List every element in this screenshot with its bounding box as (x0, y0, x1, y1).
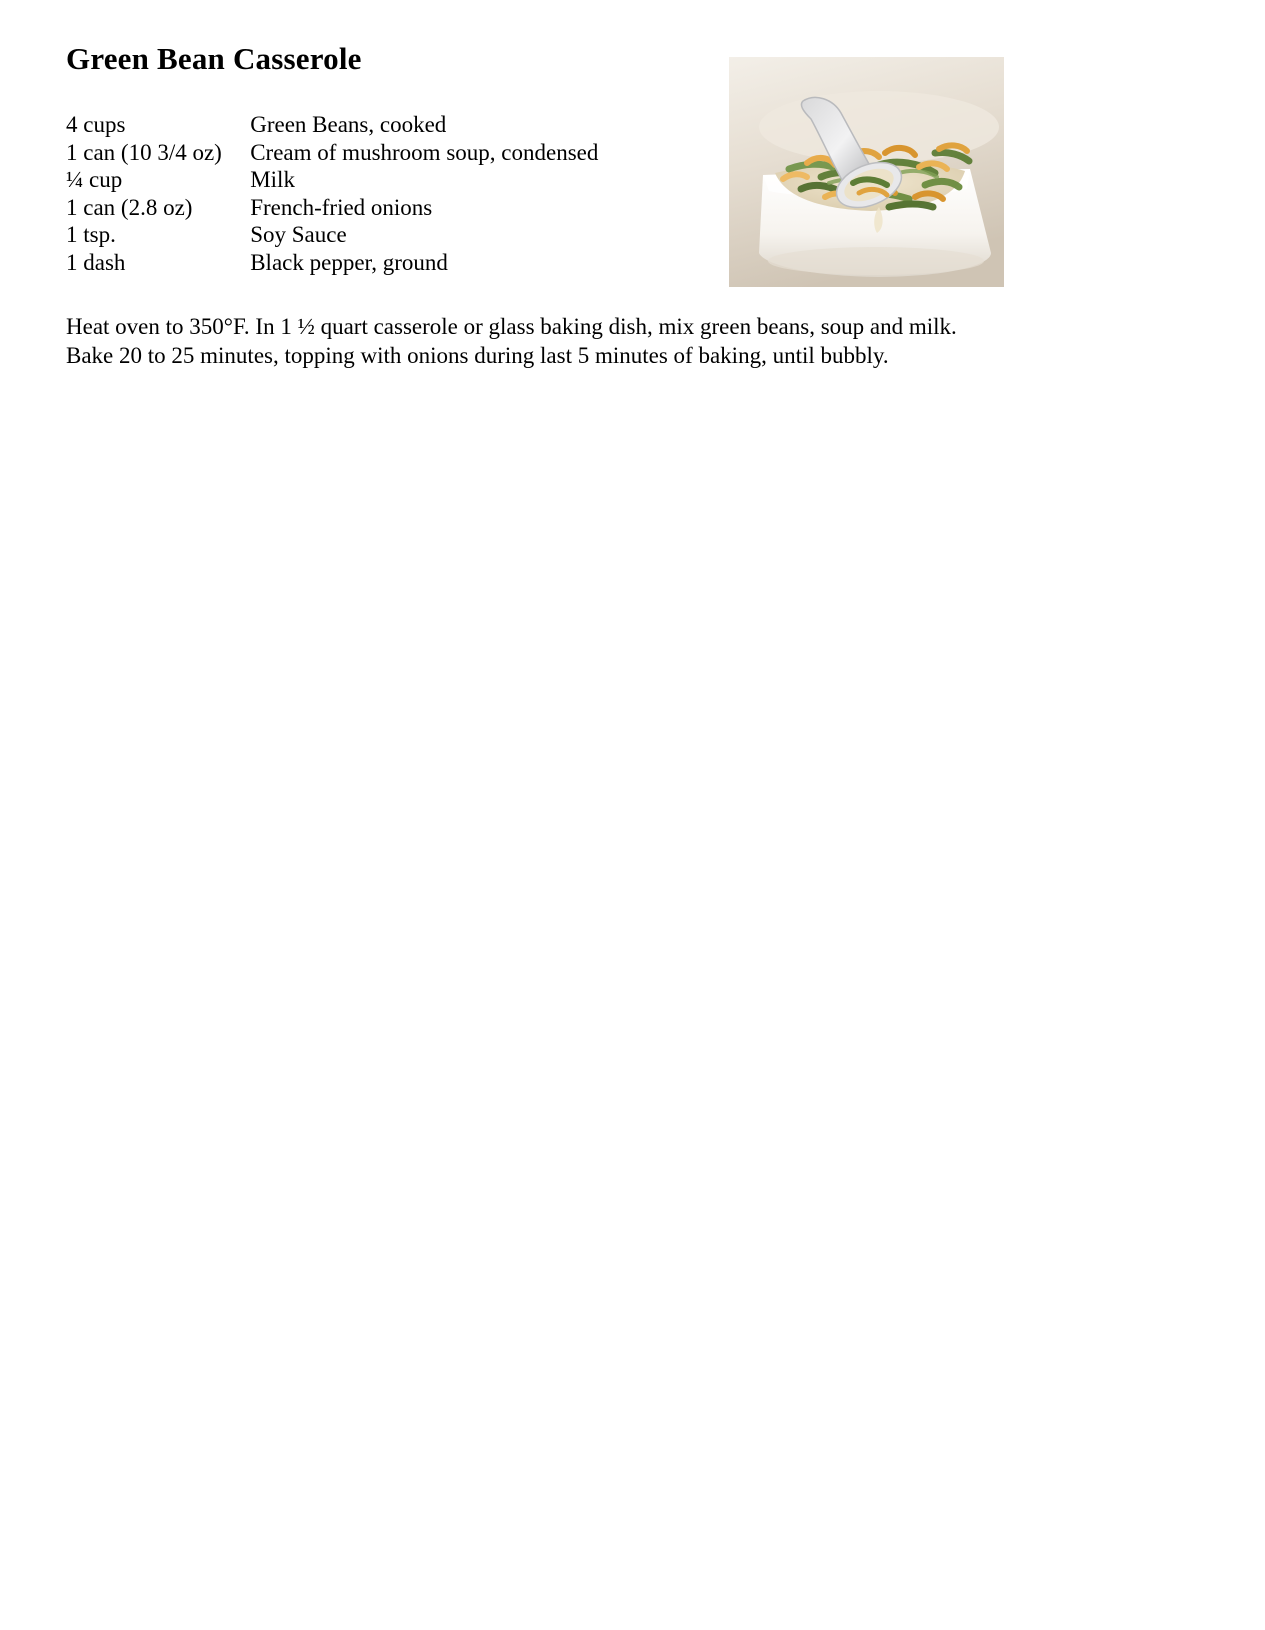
table-row (66, 139, 726, 167)
ingredient-item: Milk (250, 167, 295, 192)
table-row (66, 194, 726, 222)
instructions-block (66, 312, 1166, 370)
instruction-line: Heat oven to 350°F. In 1 ½ quart casserole or glass baking dish, mix green beans, soup and milk. (66, 314, 957, 339)
page-title: Green Bean Casserole (66, 41, 362, 76)
ingredient-item: Green Beans, cooked (250, 112, 447, 137)
ingredient-item: Cream of mushroom soup, condensed (250, 139, 599, 165)
ingredient-item: Soy Sauce (250, 222, 347, 247)
table-row (66, 221, 726, 249)
green-bean-casserole-photo (729, 57, 1004, 287)
ingredients-table (66, 111, 726, 276)
ingredient-quantity: 1 tsp. (66, 222, 116, 247)
ingredient-quantity: 1 dash (66, 249, 126, 275)
ingredient-quantity: 1 can (2.8 oz) (66, 194, 193, 220)
ingredient-quantity: 4 cups (66, 112, 126, 137)
ingredient-quantity: 1 can (10 3/4 oz) (66, 139, 222, 165)
instruction-line: Bake 20 to 25 minutes, topping with onions during last 5 minutes of baking, until bubbly. (66, 343, 889, 368)
ingredient-item: Black pepper, ground (250, 249, 448, 275)
ingredient-item: French-fried onions (250, 194, 433, 220)
ingredient-quantity: ¼ cup (66, 167, 123, 192)
recipe-container (66, 40, 1206, 368)
table-row (66, 166, 726, 194)
table-row (66, 111, 726, 139)
table-row (66, 249, 726, 277)
